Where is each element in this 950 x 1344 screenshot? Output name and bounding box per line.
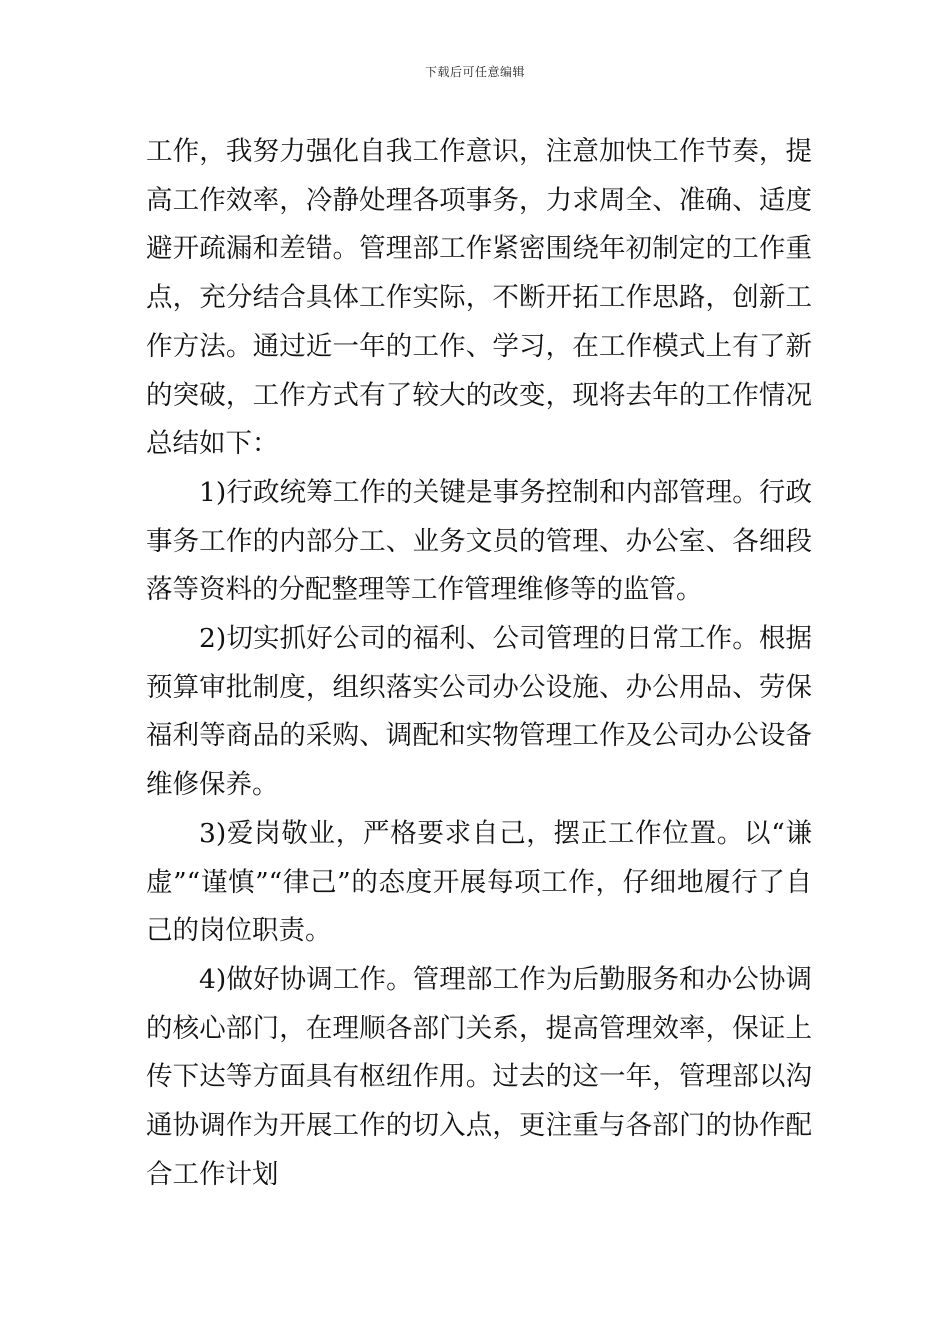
paragraph-item-1: 1)行政统筹工作的关键是事务控制和内部管理。行政事务工作的内部分工、业务文员的管理、办公室、各细段落等资料的分配整理等工作管理维修等的监管。	[146, 476, 812, 606]
document-body	[146, 128, 812, 1199]
paragraph-intro: 工作，我努力强化自我工作意识，注意加快工作节奏，提高工作效率，冷静处理各项事务，力求周全、准确、适度避开疏漏和差错。管理部工作紧密围绕年初制定的工作重点，充分结合具体工作实际，不断开拓工作思路，创新工作方法。通过近一年的工作、学习，在工作模式上有了新的突破，工作方式有了较大的改变，现将去年的工作情况总结如下：	[146, 136, 812, 460]
paragraph-item-3: 3)爱岗敬业，严格要求自己，摆正工作位置。以“谦虚”“谨慎”“律己”的态度开展每项工作，仔细地履行了自己的岗位职责。	[146, 817, 812, 947]
paragraph-item-2: 2)切实抓好公司的福利、公司管理的日常工作。根据预算审批制度，组织落实公司办公设施、办公用品、劳保福利等商品的采购、调配和实物管理工作及公司办公设备维修保养。	[146, 623, 812, 801]
page-header: 下载后可任意编辑	[424, 65, 525, 79]
paragraph-item-4: 4)做好协调工作。管理部工作为后勤服务和办公协调的核心部门，在理顺各部门关系，提高管理效率，保证上传下达等方面具有枢纽作用。过去的这一年，管理部以沟通协调作为开展工作的切入点，更注重与各部门的协作配合工作计划	[146, 963, 812, 1190]
